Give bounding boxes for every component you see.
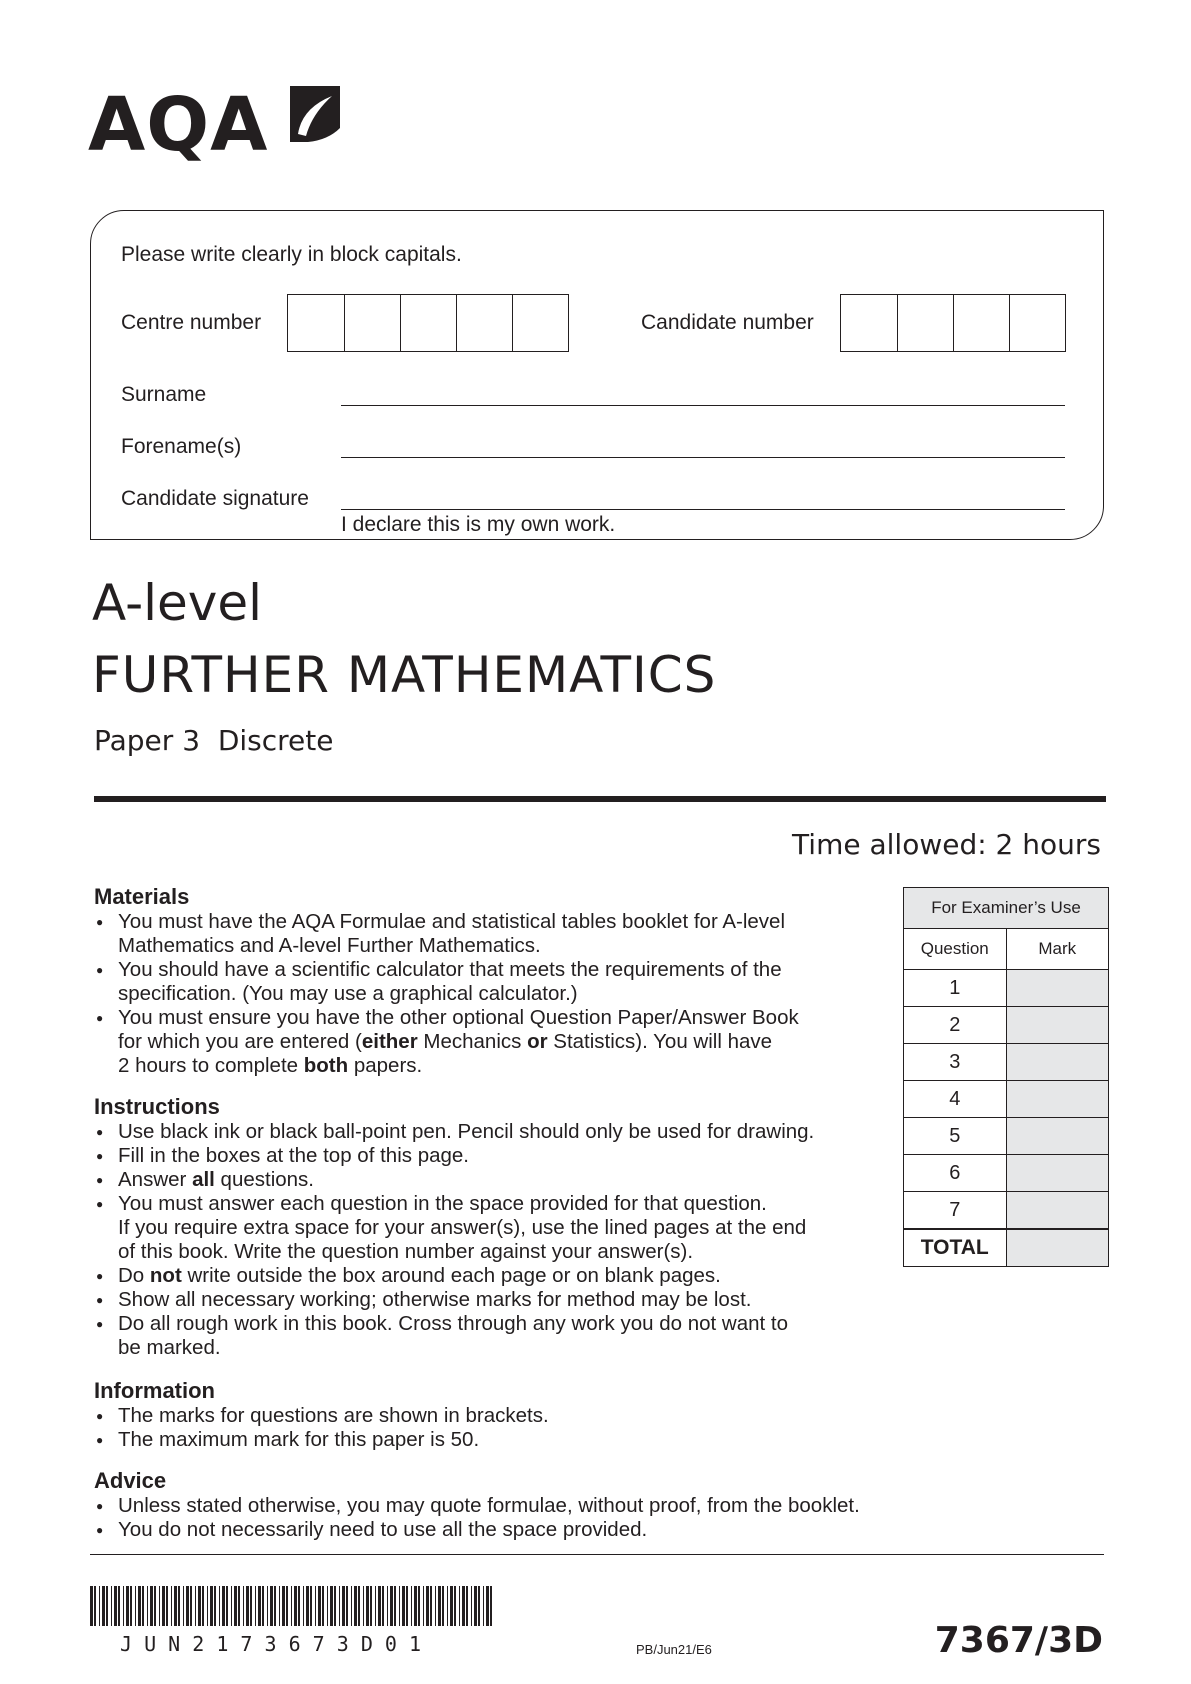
mark-cell: [1006, 1081, 1109, 1118]
surname-line[interactable]: [341, 405, 1065, 406]
mark-column-header: Mark: [1006, 929, 1109, 970]
list-item: ● You do not necessarily need to use all the space provided.: [94, 1518, 994, 1542]
list-item: ● The marks for questions are shown in brackets.: [94, 1404, 894, 1428]
total-label: TOTAL: [904, 1229, 1007, 1267]
candidate-number-digit[interactable]: [841, 295, 897, 351]
declaration-text: I declare this is my own work.: [341, 513, 616, 536]
advice-section: [94, 1468, 994, 1542]
paper-code: 7367/3D: [934, 1620, 1103, 1661]
examiner-use-table: [903, 887, 1109, 1267]
aqa-leaf-icon: [288, 86, 340, 144]
materials-heading: Materials: [94, 884, 190, 909]
list-item: ● Answer all questions.: [94, 1168, 914, 1192]
barcode-text: J U N 2 1 7 3 6 7 3 D 0 1: [120, 1632, 422, 1656]
centre-number-digit[interactable]: [456, 295, 512, 351]
list-item: ● Use black ink or black ball-point pen. Pencil should only be used for drawing.: [94, 1120, 914, 1144]
advice-heading: Advice: [94, 1468, 167, 1493]
centre-number-boxes[interactable]: [287, 294, 569, 352]
candidate-number-digit[interactable]: [897, 295, 953, 351]
table-row: 1: [904, 970, 1109, 1007]
instructions-section: [94, 1094, 914, 1360]
candidate-details-box: [90, 210, 1104, 540]
paper-reference: PB/Jun21/E6: [636, 1642, 712, 1657]
mark-cell: [1006, 1044, 1109, 1081]
forename-line[interactable]: [341, 457, 1065, 458]
surname-label: Surname: [121, 383, 207, 406]
centre-number-digit[interactable]: [400, 295, 456, 351]
mark-cell: [1006, 1118, 1109, 1155]
list-item: ● You must have the AQA Formulae and statistical tables booklet for A-level Mathematics and A-level Further Mathematics.: [94, 910, 894, 958]
candidate-number-digit[interactable]: [1009, 295, 1065, 351]
level-title: A-level: [92, 574, 263, 632]
block-capitals-instruction: Please write clearly in block capitals.: [121, 243, 462, 266]
question-column-header: Question: [904, 929, 1007, 970]
time-allowed: Time allowed: 2 hours: [792, 828, 1101, 861]
instructions-heading: Instructions: [94, 1094, 220, 1119]
candidate-number-digit[interactable]: [953, 295, 1009, 351]
aqa-logo-text: AQA: [88, 82, 269, 168]
list-item: ● You must answer each question in the space provided for that question. If you require extra space for your answer(s), use the lined pages at the end of this book. Write the question number against your answer(s).: [94, 1192, 914, 1264]
list-item: ● You must ensure you have the other optional Question Paper/Answer Book for which you are entered (either Mechanics or Statistics). You will have 2 hours to complete both papers.: [94, 1006, 894, 1078]
centre-number-label: Centre number: [121, 311, 262, 334]
signature-line[interactable]: [341, 509, 1065, 510]
list-item: ● Do all rough work in this book. Cross through any work you do not want to be marked.: [94, 1312, 914, 1360]
list-item: ● Show all necessary working; otherwise marks for method may be lost.: [94, 1288, 914, 1312]
aqa-logo: [88, 82, 269, 168]
materials-section: [94, 884, 894, 1078]
paper-title: Paper 3 Discrete: [94, 724, 334, 757]
examiner-table-heading: For Examiner’s Use: [904, 888, 1109, 929]
footer-divider: [90, 1554, 1104, 1555]
total-row: [904, 1229, 1109, 1267]
centre-number-digit[interactable]: [512, 295, 568, 351]
subject-title: FURTHER MATHEMATICS: [92, 646, 717, 704]
signature-label: Candidate signature: [121, 487, 309, 510]
mark-cell: [1006, 1155, 1109, 1192]
information-heading: Information: [94, 1378, 215, 1403]
list-item: ● You should have a scientific calculator that meets the requirements of the specification. (You may use a graphical calculator.): [94, 958, 894, 1006]
table-row: 5: [904, 1118, 1109, 1155]
information-section: [94, 1378, 894, 1452]
list-item: ● Fill in the boxes at the top of this page.: [94, 1144, 914, 1168]
forename-label: Forename(s): [121, 435, 242, 458]
total-mark-cell: [1006, 1229, 1109, 1267]
list-item: ● Unless stated otherwise, you may quote formulae, without proof, from the booklet.: [94, 1494, 994, 1518]
centre-number-digit[interactable]: [288, 295, 344, 351]
table-row: 2: [904, 1007, 1109, 1044]
list-item: ● Do not write outside the box around each page or on blank pages.: [94, 1264, 914, 1288]
table-row: 4: [904, 1081, 1109, 1118]
mark-cell: [1006, 1192, 1109, 1230]
table-row: 6: [904, 1155, 1109, 1192]
barcode-icon: [90, 1586, 500, 1626]
title-divider: [94, 796, 1106, 802]
mark-cell: [1006, 970, 1109, 1007]
table-row: 3: [904, 1044, 1109, 1081]
candidate-number-label: Candidate number: [641, 311, 814, 334]
centre-number-digit[interactable]: [344, 295, 400, 351]
mark-cell: [1006, 1007, 1109, 1044]
candidate-number-boxes[interactable]: [840, 294, 1066, 352]
table-row: 7: [904, 1192, 1109, 1230]
list-item: ● The maximum mark for this paper is 50.: [94, 1428, 894, 1452]
